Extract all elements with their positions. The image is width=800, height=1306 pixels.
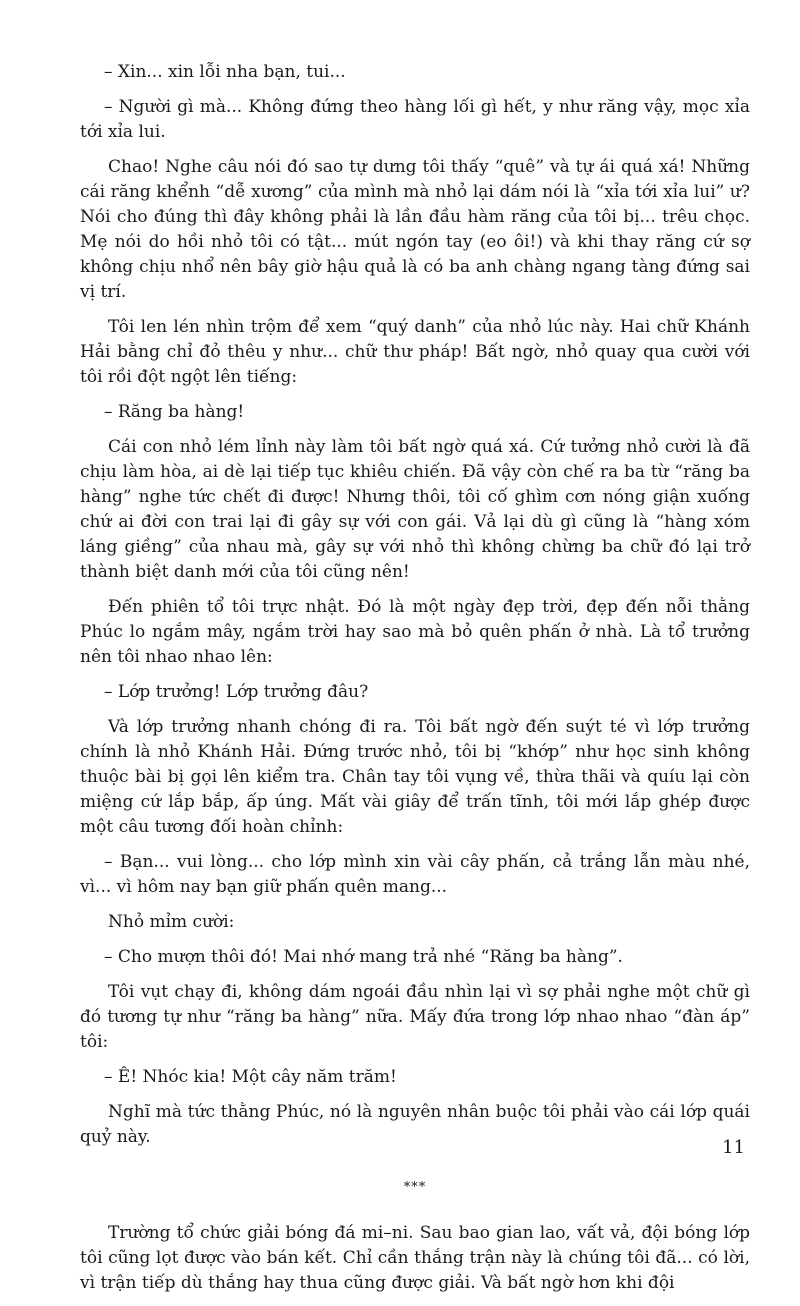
paragraph-13: Tôi vụt chạy đi, không dám ngoái đầu nhìn lại vì sợ phải nghe một chữ gì đó tương tự như “răng ba hàng” nữa. Mấy đứa trong lớp nhao nhao “đàn áp” tôi: bbox=[80, 982, 750, 1052]
paragraph-11: Nhỏ mỉm cười: bbox=[108, 912, 235, 932]
paragraph-15: Nghĩ mà tức thằng Phúc, nó là nguyên nhân buộc tôi phải vào cái lớp quái quỷ này. bbox=[80, 1102, 750, 1147]
paragraph-8: – Lớp trưởng! Lớp trưởng đâu? bbox=[104, 682, 369, 702]
paragraph-2: – Người gì mà... Không đứng theo hàng lối gì hết, y như răng vậy, mọc xỉa tới xỉa lui. bbox=[80, 97, 750, 142]
paragraph-9: Và lớp trưởng nhanh chóng đi ra. Tôi bất ngờ đến suýt té vì lớp trưởng chính là nhỏ Khánh Hải. Đứng trước nhỏ, tôi bị “khớp” như học sinh không thuộc bài bị gọi lên kiểm tra. Chân tay tôi vụng về, thừa thãi và quíu lại còn miệng cứ lắp bắp, ấp úng. Mất vài giây để trấn tĩnh, tôi mới lắp ghép được một câu tương đối hoàn chỉnh: bbox=[80, 717, 750, 837]
paragraph-7: Đến phiên tổ tôi trực nhật. Đó là một ngày đẹp trời, đẹp đến nỗi thằng Phúc lo ngắm mây, ngắm trời hay sao mà bỏ quên phấn ở nhà. Là tổ trưởng nên tôi nhao nhao lên: bbox=[80, 597, 750, 667]
paragraph-16: Trường tổ chức giải bóng đá mi–ni. Sau bao gian lao, vất vả, đội bóng lớp tôi cũng lọt được vào bán kết. Chỉ cần thắng trận này là chúng tôi đã... có lời, vì trận tiếp dù thắng hay thua cũng được giải. Và bất ngờ hơn khi đội bbox=[80, 1223, 750, 1293]
page-body bbox=[80, 60, 750, 1306]
paragraph-14: – Ê! Nhóc kia! Một cây năm trăm! bbox=[104, 1067, 397, 1087]
paragraph-5: – Răng ba hàng! bbox=[104, 402, 245, 422]
paragraph-4: Tôi len lén nhìn trộm để xem “quý danh” của nhỏ lúc này. Hai chữ Khánh Hải bằng chỉ đỏ thêu y như... chữ thư pháp! Bất ngờ, nhỏ quay qua cười với tôi rồi đột ngột lên tiếng: bbox=[80, 317, 750, 387]
paragraph-6: Cái con nhỏ lém lỉnh này làm tôi bất ngờ quá xá. Cứ tưởng nhỏ cười là đã chịu làm hòa, ai dè lại tiếp tục khiêu chiến. Đã vậy còn chế ra ba từ “răng ba hàng” nghe tức chết đi được! Nhưng thôi, tôi cố ghìm cơn nóng giận xuống chứ ai đời con trai lại đi gây sự với con gái. Vả lại dù gì cũng là “hàng xóm láng giềng” của nhau mà, gây sự với nhỏ thì không chừng ba chữ đó lại trở thành biệt danh mới của tôi cũng nên! bbox=[80, 437, 750, 582]
paragraph-10: – Bạn... vui lòng... cho lớp mình xin vài cây phấn, cả trắng lẫn màu nhé, vì... vì hôm nay bạn giữ phấn quên mang... bbox=[80, 852, 750, 897]
section-separator: *** bbox=[403, 1180, 427, 1195]
paragraph-1: – Xin... xin lỗi nha bạn, tui... bbox=[104, 62, 346, 82]
paragraph-12: – Cho mượn thôi đó! Mai nhớ mang trả nhé “Răng ba hàng”. bbox=[104, 947, 623, 967]
page-number: 11 bbox=[722, 1137, 745, 1158]
paragraph-3: Chao! Nghe câu nói đó sao tự dưng tôi thấy “quê” và tự ái quá xá! Những cái răng khểnh “dễ xương” của mình mà nhỏ lại dám nói là “xỉa tới xỉa lui” ư? Nói cho đúng thì đây không phải là lần đầu hàm răng của tôi bị... trêu chọc. Mẹ nói do hồi nhỏ tôi có tật... mút ngón tay (eo ôi!) và khi thay răng cứ sợ không chịu nhổ nên bây giờ hậu quả là có ba anh chàng ngang tàng đứng sai vị trí. bbox=[80, 157, 750, 302]
